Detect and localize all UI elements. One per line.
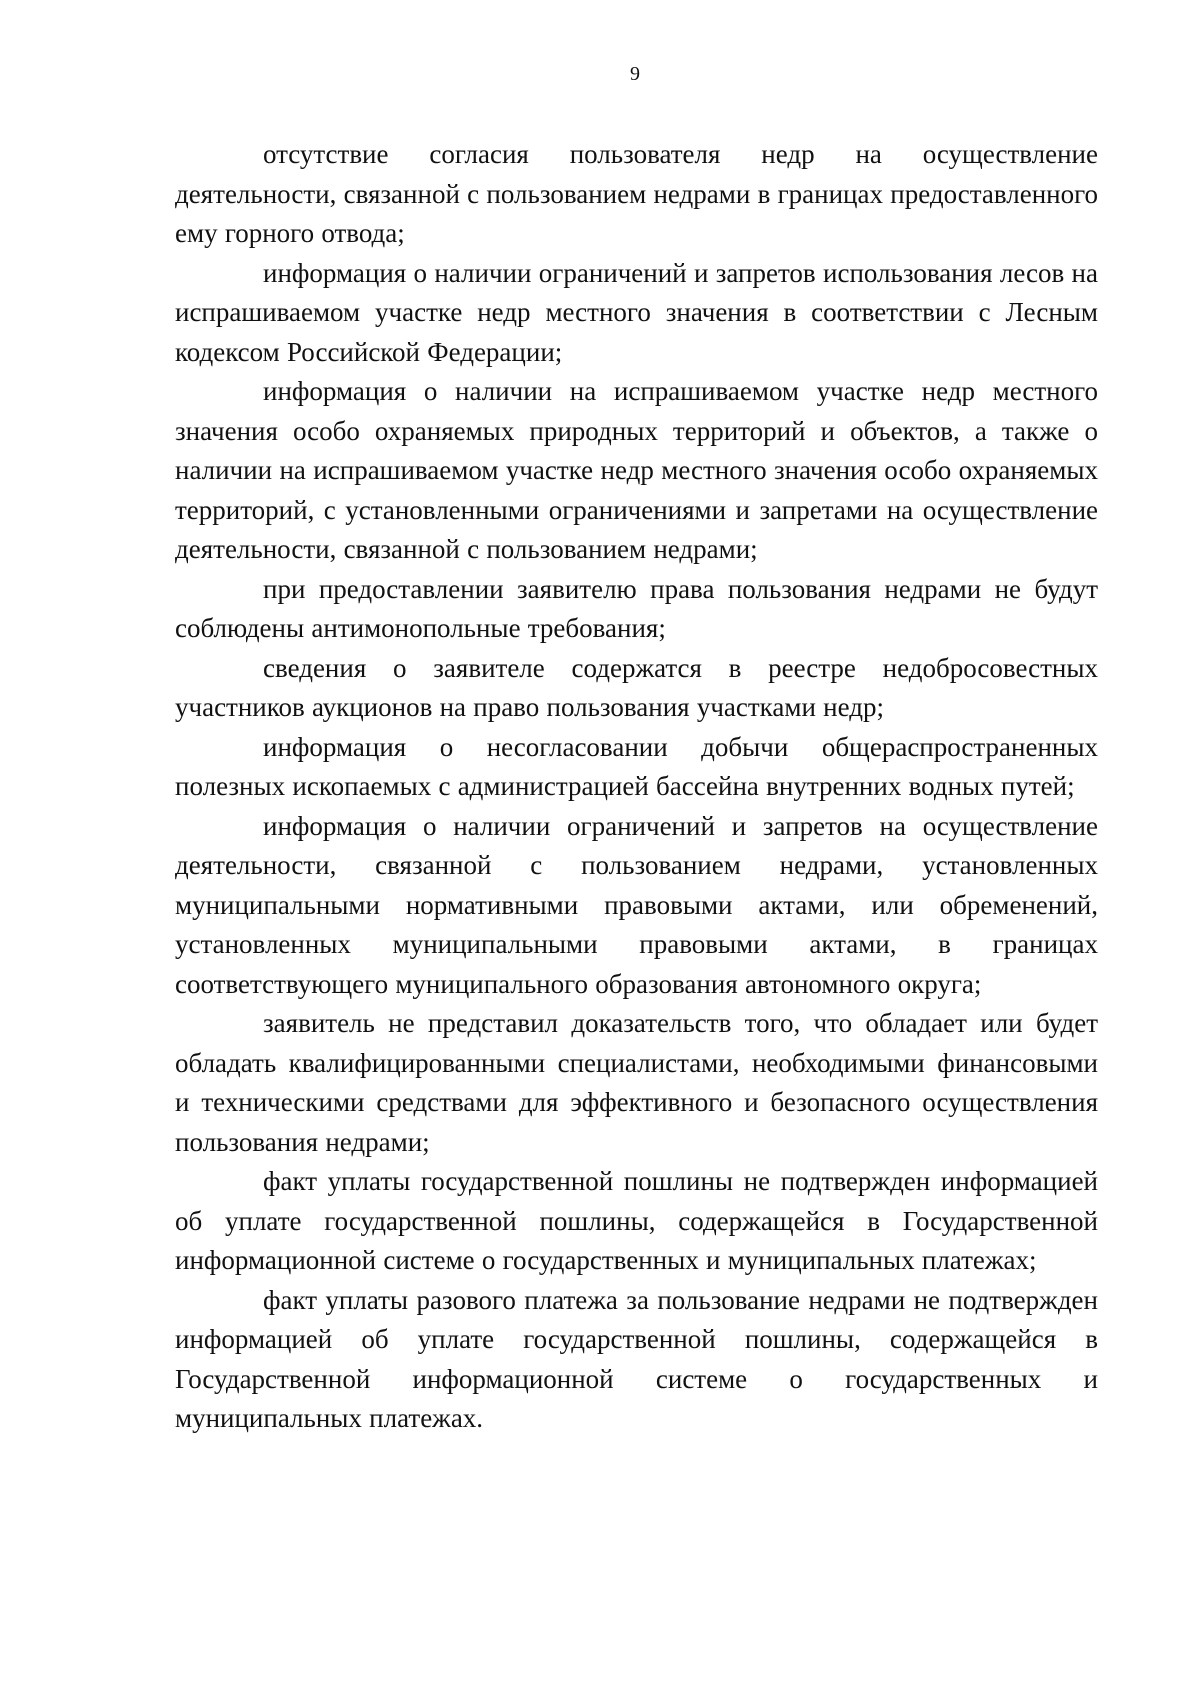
paragraph-municipal-restrictions: информация о наличии ограничений и запретов на осуществление деятельности, связанной с пользованием недрами, установленных муниципальными нормативными правовыми актами, или обременений, установленных муниципальными правовыми актами, в границах соответствующего муниципального образования автономного округа; (175, 810, 1098, 999)
paragraph-one-time-payment: факт уплаты разового платежа за пользование недрами не подтвержден информацией об уплате государственной пошлины, содержащейся в Государственной информационной системе о государственных и муниципальных платежах. (175, 1284, 1098, 1433)
paragraph-protected-territories: информация о наличии на испрашиваемом участке недр местного значения особо охраняемых природных территорий и объектов, а также о наличии на испрашиваемом участке недр местного значения особо охраняемых территорий, с установленными ограничениями и запретами на осуществление деятельности, связанной с пользованием недрами; (175, 376, 1098, 564)
paragraph-state-duty-payment: факт уплаты государственной пошлины не подтвержден информацией об уплате государственной пошлины, содержащейся в Государственной информационной системе о государственных и муниципальных платежах; (175, 1166, 1098, 1275)
paragraph-mining-allotment: отсутствие согласия пользователя недр на осуществление деятельности, связанной с пользованием недрами в границах предоставленного ему горного отвода; (175, 139, 1098, 248)
paragraph-antimonopoly: при предоставлении заявителю права пользования недрами не будут соблюдены антимонопольные требования; (175, 573, 1098, 643)
paragraph-dishonest-registry: сведения о заявителе содержатся в реестре недобросовестных участников аукционов на право пользования участками недр; (175, 652, 1098, 722)
page-number: 9 (630, 63, 640, 85)
paragraph-forest-restrictions: информация о наличии ограничений и запретов использования лесов на испрашиваемом участке недр местного значения в соответствии с Лесным кодексом Российской Федерации; (175, 257, 1098, 367)
paragraph-waterways-administration: информация о несогласовании добычи общераспространенных полезных ископаемых с администрацией бассейна внутренних водных путей; (175, 731, 1098, 801)
paragraph-applicant-qualification: заявитель не представил доказательств того, что обладает или будет обладать квалифицированными специалистами, необходимыми финансовыми и техническими средствами для эффективного и безопасного осуществления пользования недрами; (175, 1008, 1098, 1157)
document-body (175, 135, 1098, 1439)
